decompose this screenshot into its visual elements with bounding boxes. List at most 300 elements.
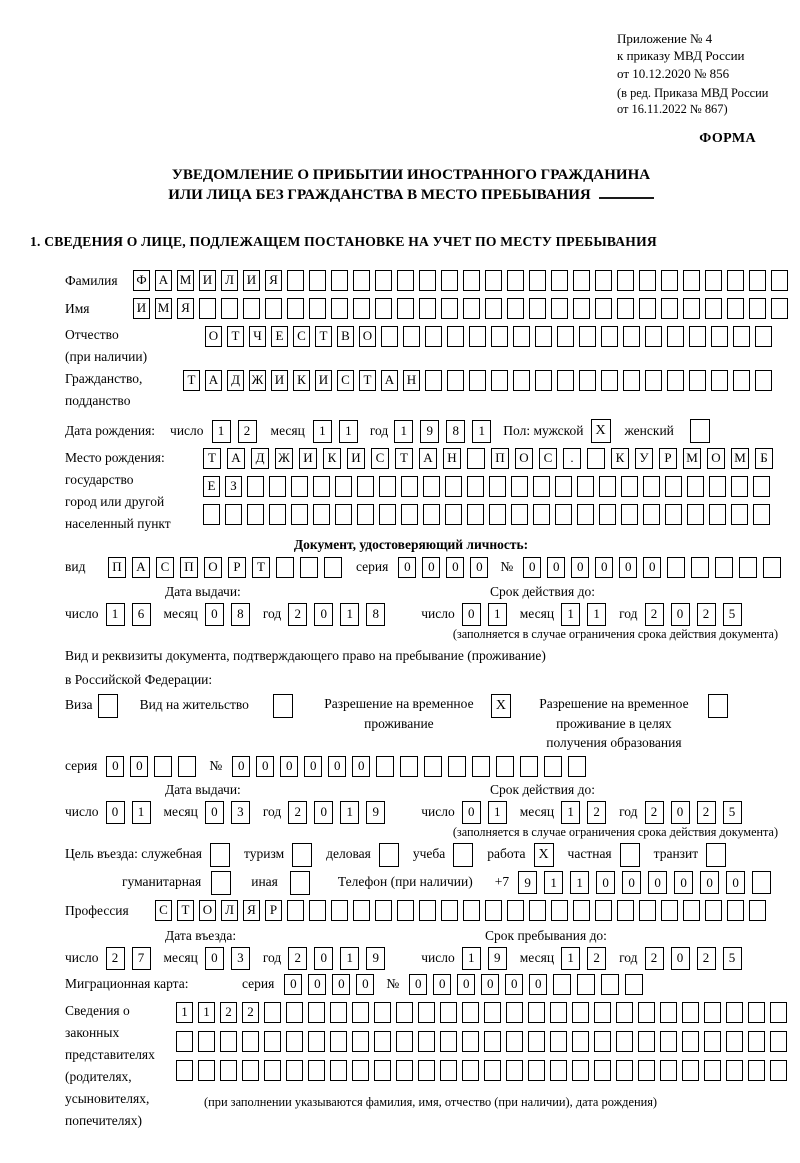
- char-box[interactable]: .: [563, 448, 581, 469]
- char-box[interactable]: [535, 370, 552, 391]
- char-box[interactable]: 0: [446, 557, 464, 578]
- char-box[interactable]: [374, 1060, 391, 1081]
- char-box[interactable]: 1: [176, 1002, 193, 1023]
- char-box[interactable]: [683, 270, 700, 291]
- char-box[interactable]: [557, 370, 574, 391]
- char-box[interactable]: А: [205, 370, 222, 391]
- char-box[interactable]: С: [539, 448, 557, 469]
- purpose-official-checkbox[interactable]: [210, 843, 230, 867]
- char-box[interactable]: [445, 476, 462, 497]
- sex-female-checkbox[interactable]: [690, 419, 710, 443]
- char-box[interactable]: Я: [243, 900, 260, 921]
- char-box[interactable]: [682, 1031, 699, 1052]
- char-box[interactable]: [687, 476, 704, 497]
- char-box[interactable]: [682, 1060, 699, 1081]
- char-box[interactable]: 1: [488, 603, 507, 626]
- char-box[interactable]: А: [419, 448, 437, 469]
- char-box[interactable]: [331, 270, 348, 291]
- purpose-other-checkbox[interactable]: [290, 871, 310, 895]
- char-box[interactable]: 0: [232, 756, 250, 777]
- char-box[interactable]: 9: [420, 420, 439, 443]
- char-box[interactable]: 9: [366, 801, 385, 824]
- purpose-study-checkbox[interactable]: [453, 843, 473, 867]
- char-box[interactable]: [660, 1060, 677, 1081]
- purpose-business-checkbox[interactable]: [379, 843, 399, 867]
- char-box[interactable]: [577, 974, 595, 995]
- char-box[interactable]: 0: [284, 974, 302, 995]
- char-box[interactable]: [683, 900, 700, 921]
- char-box[interactable]: 2: [697, 947, 716, 970]
- char-box[interactable]: [573, 900, 590, 921]
- char-box[interactable]: [445, 504, 462, 525]
- char-box[interactable]: [599, 504, 616, 525]
- char-box[interactable]: [748, 1002, 765, 1023]
- char-box[interactable]: Я: [265, 270, 282, 291]
- char-box[interactable]: [572, 1002, 589, 1023]
- char-box[interactable]: [726, 1060, 743, 1081]
- char-box[interactable]: [419, 298, 436, 319]
- char-box[interactable]: [660, 1031, 677, 1052]
- purpose-work-checkbox[interactable]: X: [534, 843, 554, 867]
- char-box[interactable]: 0: [595, 557, 613, 578]
- char-box[interactable]: [513, 370, 530, 391]
- char-box[interactable]: Ж: [275, 448, 293, 469]
- purpose-transit-checkbox[interactable]: [706, 843, 726, 867]
- char-box[interactable]: [639, 900, 656, 921]
- char-box[interactable]: [506, 1060, 523, 1081]
- char-box[interactable]: [711, 370, 728, 391]
- char-box[interactable]: [704, 1002, 721, 1023]
- char-box[interactable]: [419, 900, 436, 921]
- char-box[interactable]: 0: [304, 756, 322, 777]
- char-box[interactable]: [357, 504, 374, 525]
- char-box[interactable]: [594, 1031, 611, 1052]
- char-box[interactable]: 1: [340, 801, 359, 824]
- char-box[interactable]: [661, 298, 678, 319]
- char-box[interactable]: 3: [231, 947, 250, 970]
- char-box[interactable]: [726, 1031, 743, 1052]
- char-box[interactable]: [440, 1031, 457, 1052]
- char-box[interactable]: Р: [228, 557, 246, 578]
- char-box[interactable]: [572, 1060, 589, 1081]
- char-box[interactable]: О: [204, 557, 222, 578]
- char-box[interactable]: [401, 476, 418, 497]
- char-box[interactable]: 2: [106, 947, 125, 970]
- char-box[interactable]: 1: [212, 420, 231, 443]
- char-box[interactable]: 1: [488, 801, 507, 824]
- char-box[interactable]: [727, 298, 744, 319]
- char-box[interactable]: [425, 326, 442, 347]
- char-box[interactable]: Т: [183, 370, 200, 391]
- char-box[interactable]: [616, 1060, 633, 1081]
- char-box[interactable]: [242, 1031, 259, 1052]
- char-box[interactable]: [357, 476, 374, 497]
- char-box[interactable]: [489, 504, 506, 525]
- char-box[interactable]: 1: [570, 871, 589, 894]
- char-box[interactable]: И: [243, 270, 260, 291]
- char-box[interactable]: [264, 1031, 281, 1052]
- char-box[interactable]: [595, 270, 612, 291]
- char-box[interactable]: [308, 1031, 325, 1052]
- char-box[interactable]: 0: [106, 756, 124, 777]
- char-box[interactable]: 8: [231, 603, 250, 626]
- char-box[interactable]: Т: [252, 557, 270, 578]
- char-box[interactable]: [176, 1060, 193, 1081]
- char-box[interactable]: [573, 298, 590, 319]
- char-box[interactable]: Н: [443, 448, 461, 469]
- char-box[interactable]: 0: [332, 974, 350, 995]
- char-box[interactable]: [770, 1031, 787, 1052]
- char-box[interactable]: Т: [227, 326, 244, 347]
- char-box[interactable]: [638, 1060, 655, 1081]
- char-box[interactable]: [353, 270, 370, 291]
- char-box[interactable]: [423, 476, 440, 497]
- char-box[interactable]: П: [180, 557, 198, 578]
- char-box[interactable]: 1: [198, 1002, 215, 1023]
- char-box[interactable]: [463, 298, 480, 319]
- char-box[interactable]: 9: [366, 947, 385, 970]
- char-box[interactable]: О: [199, 900, 216, 921]
- char-box[interactable]: 1: [544, 871, 563, 894]
- char-box[interactable]: [621, 504, 638, 525]
- char-box[interactable]: [269, 504, 286, 525]
- char-box[interactable]: [594, 1002, 611, 1023]
- char-box[interactable]: [448, 756, 466, 777]
- char-box[interactable]: 0: [328, 756, 346, 777]
- char-box[interactable]: 2: [288, 801, 307, 824]
- char-box[interactable]: [661, 270, 678, 291]
- char-box[interactable]: [511, 476, 528, 497]
- char-box[interactable]: 0: [308, 974, 326, 995]
- char-box[interactable]: [660, 1002, 677, 1023]
- char-box[interactable]: 2: [288, 603, 307, 626]
- char-box[interactable]: [198, 1031, 215, 1052]
- char-box[interactable]: [771, 270, 788, 291]
- char-box[interactable]: [291, 476, 308, 497]
- char-box[interactable]: Е: [203, 476, 220, 497]
- char-box[interactable]: [544, 756, 562, 777]
- char-box[interactable]: С: [371, 448, 389, 469]
- char-box[interactable]: Ф: [133, 270, 150, 291]
- char-box[interactable]: [727, 900, 744, 921]
- char-box[interactable]: [579, 326, 596, 347]
- char-box[interactable]: [553, 974, 571, 995]
- char-box[interactable]: Т: [359, 370, 376, 391]
- char-box[interactable]: 0: [523, 557, 541, 578]
- char-box[interactable]: [770, 1002, 787, 1023]
- char-box[interactable]: [352, 1060, 369, 1081]
- char-box[interactable]: [203, 504, 220, 525]
- char-box[interactable]: Ж: [249, 370, 266, 391]
- char-box[interactable]: 1: [394, 420, 413, 443]
- char-box[interactable]: [418, 1060, 435, 1081]
- char-box[interactable]: [755, 326, 772, 347]
- char-box[interactable]: С: [155, 900, 172, 921]
- char-box[interactable]: М: [683, 448, 701, 469]
- char-box[interactable]: [419, 270, 436, 291]
- char-box[interactable]: [247, 476, 264, 497]
- char-box[interactable]: [286, 1002, 303, 1023]
- char-box[interactable]: М: [177, 270, 194, 291]
- char-box[interactable]: [491, 370, 508, 391]
- char-box[interactable]: 0: [314, 603, 333, 626]
- char-box[interactable]: А: [381, 370, 398, 391]
- char-box[interactable]: [616, 1002, 633, 1023]
- char-box[interactable]: [639, 298, 656, 319]
- char-box[interactable]: [528, 1002, 545, 1023]
- sex-male-checkbox[interactable]: X: [591, 419, 611, 443]
- char-box[interactable]: [286, 1031, 303, 1052]
- char-box[interactable]: 7: [132, 947, 151, 970]
- char-box[interactable]: [645, 370, 662, 391]
- char-box[interactable]: [463, 900, 480, 921]
- char-box[interactable]: К: [293, 370, 310, 391]
- char-box[interactable]: 0: [547, 557, 565, 578]
- char-box[interactable]: [753, 504, 770, 525]
- char-box[interactable]: [484, 1031, 501, 1052]
- char-box[interactable]: О: [515, 448, 533, 469]
- temp-permit-checkbox[interactable]: X: [491, 694, 511, 718]
- char-box[interactable]: Е: [271, 326, 288, 347]
- char-box[interactable]: [403, 326, 420, 347]
- char-box[interactable]: [472, 756, 490, 777]
- char-box[interactable]: [687, 504, 704, 525]
- char-box[interactable]: [551, 270, 568, 291]
- char-box[interactable]: [425, 370, 442, 391]
- char-box[interactable]: И: [347, 448, 365, 469]
- char-box[interactable]: [418, 1031, 435, 1052]
- char-box[interactable]: [617, 270, 634, 291]
- char-box[interactable]: [300, 557, 318, 578]
- char-box[interactable]: 2: [697, 603, 716, 626]
- temp-permit-edu-checkbox[interactable]: [708, 694, 728, 718]
- char-box[interactable]: [330, 1031, 347, 1052]
- char-box[interactable]: [645, 326, 662, 347]
- char-box[interactable]: [739, 557, 757, 578]
- char-box[interactable]: И: [133, 298, 150, 319]
- char-box[interactable]: А: [155, 270, 172, 291]
- char-box[interactable]: 0: [205, 947, 224, 970]
- char-box[interactable]: [199, 298, 216, 319]
- char-box[interactable]: [376, 756, 394, 777]
- char-box[interactable]: [573, 270, 590, 291]
- char-box[interactable]: [441, 900, 458, 921]
- char-box[interactable]: [352, 1002, 369, 1023]
- char-box[interactable]: 1: [472, 420, 491, 443]
- char-box[interactable]: [689, 326, 706, 347]
- char-box[interactable]: 0: [462, 801, 481, 824]
- char-box[interactable]: [287, 298, 304, 319]
- char-box[interactable]: П: [491, 448, 509, 469]
- char-box[interactable]: С: [156, 557, 174, 578]
- char-box[interactable]: Т: [395, 448, 413, 469]
- char-box[interactable]: [331, 298, 348, 319]
- char-box[interactable]: [529, 270, 546, 291]
- char-box[interactable]: [423, 504, 440, 525]
- char-box[interactable]: [506, 1031, 523, 1052]
- char-box[interactable]: [639, 270, 656, 291]
- char-box[interactable]: [379, 476, 396, 497]
- char-box[interactable]: 5: [723, 801, 742, 824]
- purpose-humanitarian-checkbox[interactable]: [211, 871, 231, 895]
- char-box[interactable]: [484, 1060, 501, 1081]
- char-box[interactable]: [287, 270, 304, 291]
- char-box[interactable]: 0: [622, 871, 641, 894]
- char-box[interactable]: [264, 1002, 281, 1023]
- char-box[interactable]: [467, 504, 484, 525]
- char-box[interactable]: [463, 270, 480, 291]
- char-box[interactable]: 9: [518, 871, 537, 894]
- char-box[interactable]: Т: [177, 900, 194, 921]
- char-box[interactable]: [379, 504, 396, 525]
- char-box[interactable]: 0: [726, 871, 745, 894]
- char-box[interactable]: [601, 326, 618, 347]
- char-box[interactable]: Л: [221, 270, 238, 291]
- char-box[interactable]: Р: [659, 448, 677, 469]
- char-box[interactable]: [462, 1002, 479, 1023]
- char-box[interactable]: 0: [596, 871, 615, 894]
- char-box[interactable]: [601, 974, 619, 995]
- char-box[interactable]: [667, 557, 685, 578]
- char-box[interactable]: [330, 1002, 347, 1023]
- char-box[interactable]: [424, 756, 442, 777]
- char-box[interactable]: [309, 900, 326, 921]
- char-box[interactable]: [484, 1002, 501, 1023]
- char-box[interactable]: [485, 270, 502, 291]
- char-box[interactable]: [533, 504, 550, 525]
- char-box[interactable]: [617, 900, 634, 921]
- char-box[interactable]: [397, 900, 414, 921]
- char-box[interactable]: С: [337, 370, 354, 391]
- char-box[interactable]: И: [199, 270, 216, 291]
- char-box[interactable]: 0: [352, 756, 370, 777]
- char-box[interactable]: [178, 756, 196, 777]
- char-box[interactable]: 0: [505, 974, 523, 995]
- char-box[interactable]: [599, 476, 616, 497]
- char-box[interactable]: [683, 298, 700, 319]
- char-box[interactable]: К: [611, 448, 629, 469]
- char-box[interactable]: М: [731, 448, 749, 469]
- char-box[interactable]: О: [205, 326, 222, 347]
- char-box[interactable]: [594, 1060, 611, 1081]
- char-box[interactable]: [727, 270, 744, 291]
- visa-checkbox[interactable]: [98, 694, 118, 718]
- char-box[interactable]: 0: [457, 974, 475, 995]
- char-box[interactable]: [221, 298, 238, 319]
- char-box[interactable]: [749, 298, 766, 319]
- char-box[interactable]: 0: [106, 801, 125, 824]
- char-box[interactable]: 1: [561, 801, 580, 824]
- char-box[interactable]: 1: [339, 420, 358, 443]
- char-box[interactable]: Р: [265, 900, 282, 921]
- char-box[interactable]: [269, 476, 286, 497]
- char-box[interactable]: [375, 298, 392, 319]
- char-box[interactable]: [507, 270, 524, 291]
- char-box[interactable]: 0: [470, 557, 488, 578]
- char-box[interactable]: 1: [106, 603, 125, 626]
- char-box[interactable]: [265, 298, 282, 319]
- char-box[interactable]: [691, 557, 709, 578]
- char-box[interactable]: [535, 326, 552, 347]
- char-box[interactable]: [401, 504, 418, 525]
- char-box[interactable]: [447, 370, 464, 391]
- char-box[interactable]: [353, 298, 370, 319]
- char-box[interactable]: У: [635, 448, 653, 469]
- char-box[interactable]: [507, 900, 524, 921]
- char-box[interactable]: 0: [671, 947, 690, 970]
- char-box[interactable]: [643, 504, 660, 525]
- char-box[interactable]: [418, 1002, 435, 1023]
- char-box[interactable]: [752, 871, 771, 894]
- char-box[interactable]: [643, 476, 660, 497]
- char-box[interactable]: [462, 1060, 479, 1081]
- char-box[interactable]: [397, 298, 414, 319]
- char-box[interactable]: [485, 900, 502, 921]
- char-box[interactable]: 0: [671, 801, 690, 824]
- char-box[interactable]: [286, 1060, 303, 1081]
- char-box[interactable]: К: [323, 448, 341, 469]
- char-box[interactable]: [621, 476, 638, 497]
- char-box[interactable]: [287, 900, 304, 921]
- char-box[interactable]: 0: [130, 756, 148, 777]
- char-box[interactable]: [506, 1002, 523, 1023]
- char-box[interactable]: [731, 504, 748, 525]
- char-box[interactable]: [770, 1060, 787, 1081]
- char-box[interactable]: 2: [587, 947, 606, 970]
- char-box[interactable]: 5: [723, 603, 742, 626]
- char-box[interactable]: С: [293, 326, 310, 347]
- char-box[interactable]: [753, 476, 770, 497]
- char-box[interactable]: [313, 476, 330, 497]
- char-box[interactable]: [638, 1002, 655, 1023]
- char-box[interactable]: [533, 476, 550, 497]
- char-box[interactable]: [557, 326, 574, 347]
- char-box[interactable]: 0: [205, 801, 224, 824]
- char-box[interactable]: [381, 326, 398, 347]
- char-box[interactable]: [748, 1031, 765, 1052]
- char-box[interactable]: [667, 370, 684, 391]
- char-box[interactable]: [572, 1031, 589, 1052]
- char-box[interactable]: 3: [231, 801, 250, 824]
- char-box[interactable]: [489, 476, 506, 497]
- char-box[interactable]: 0: [674, 871, 693, 894]
- char-box[interactable]: Я: [177, 298, 194, 319]
- char-box[interactable]: [550, 1060, 567, 1081]
- char-box[interactable]: [242, 1060, 259, 1081]
- char-box[interactable]: [313, 504, 330, 525]
- char-box[interactable]: 0: [280, 756, 298, 777]
- char-box[interactable]: [507, 298, 524, 319]
- char-box[interactable]: [528, 1031, 545, 1052]
- char-box[interactable]: 2: [242, 1002, 259, 1023]
- residence-permit-checkbox[interactable]: [273, 694, 293, 718]
- char-box[interactable]: 0: [314, 801, 333, 824]
- char-box[interactable]: 0: [619, 557, 637, 578]
- char-box[interactable]: [335, 476, 352, 497]
- char-box[interactable]: А: [227, 448, 245, 469]
- char-box[interactable]: [247, 504, 264, 525]
- char-box[interactable]: [176, 1031, 193, 1052]
- char-box[interactable]: 8: [366, 603, 385, 626]
- char-box[interactable]: [440, 1002, 457, 1023]
- char-box[interactable]: [771, 298, 788, 319]
- char-box[interactable]: [763, 557, 781, 578]
- char-box[interactable]: [682, 1002, 699, 1023]
- char-box[interactable]: [496, 756, 514, 777]
- char-box[interactable]: 0: [481, 974, 499, 995]
- char-box[interactable]: [291, 504, 308, 525]
- char-box[interactable]: 1: [587, 603, 606, 626]
